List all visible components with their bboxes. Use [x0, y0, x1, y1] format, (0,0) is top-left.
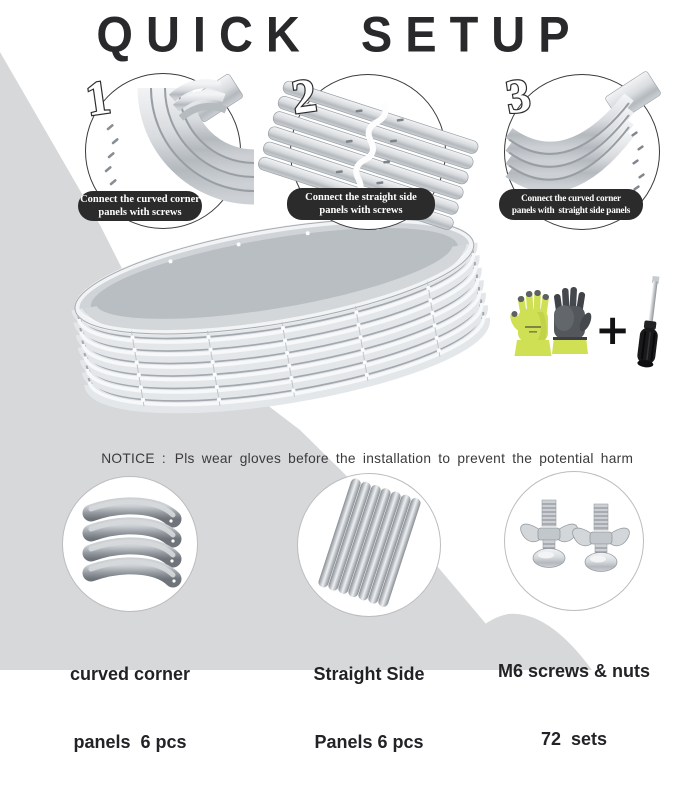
part-2-name-line2: Panels 6 pcs — [314, 731, 424, 752]
part-2-label — [278, 618, 460, 798]
part-2-name-line1: Straight Side — [313, 664, 425, 684]
svg-text:2: 2 — [288, 68, 320, 125]
raised-garden-bed-illustration — [52, 214, 510, 438]
part-1-circle — [62, 476, 198, 612]
screwdriver-icon — [620, 276, 680, 370]
part-3-name-line1: M6 screws & nuts — [497, 661, 651, 681]
part-3-label — [482, 615, 666, 795]
straight-side-panel-icon — [298, 474, 442, 618]
step-2-number — [284, 66, 340, 126]
part-3-name-line2: 72 sets — [540, 728, 608, 749]
step-1-caption-line2: panels with screws — [98, 207, 182, 218]
step-3-number — [498, 66, 554, 126]
svg-text:3: 3 — [502, 68, 534, 125]
step-1-number — [78, 68, 134, 128]
part-1-label — [40, 618, 220, 798]
step-3-caption — [499, 189, 643, 220]
notice-label: NOTICE : — [101, 450, 166, 466]
step-1-caption-line1: Connect the curved corner — [80, 193, 200, 205]
step-2-caption — [287, 188, 435, 220]
part-1-name-line2: panels 6 pcs — [73, 731, 187, 752]
m6-screw-wing-nut-icon — [505, 472, 645, 612]
step-2-caption-line2: panels with screws — [319, 205, 403, 216]
step-1-caption — [78, 191, 202, 221]
step-2-caption-line1: Connect the straight side — [305, 191, 417, 203]
step-3-caption-line2: panels with straight side panels — [511, 204, 631, 215]
part-2-circle — [297, 473, 441, 617]
part-3-circle — [504, 471, 644, 611]
plus-sign: + — [595, 305, 631, 354]
part-1-name-line1: curved corner — [69, 664, 191, 684]
right-glove — [552, 287, 594, 354]
page-title: QUICK SETUP — [96, 6, 583, 63]
svg-text:1: 1 — [82, 70, 114, 127]
work-gloves-icon — [510, 282, 602, 374]
curved-corner-panel-icon — [63, 477, 199, 613]
left-glove — [508, 290, 552, 356]
step-3-caption-line1: Connect the curved corner — [521, 193, 621, 203]
notice-message: Pls wear gloves before the installation to prevent the potential harm — [174, 450, 634, 466]
